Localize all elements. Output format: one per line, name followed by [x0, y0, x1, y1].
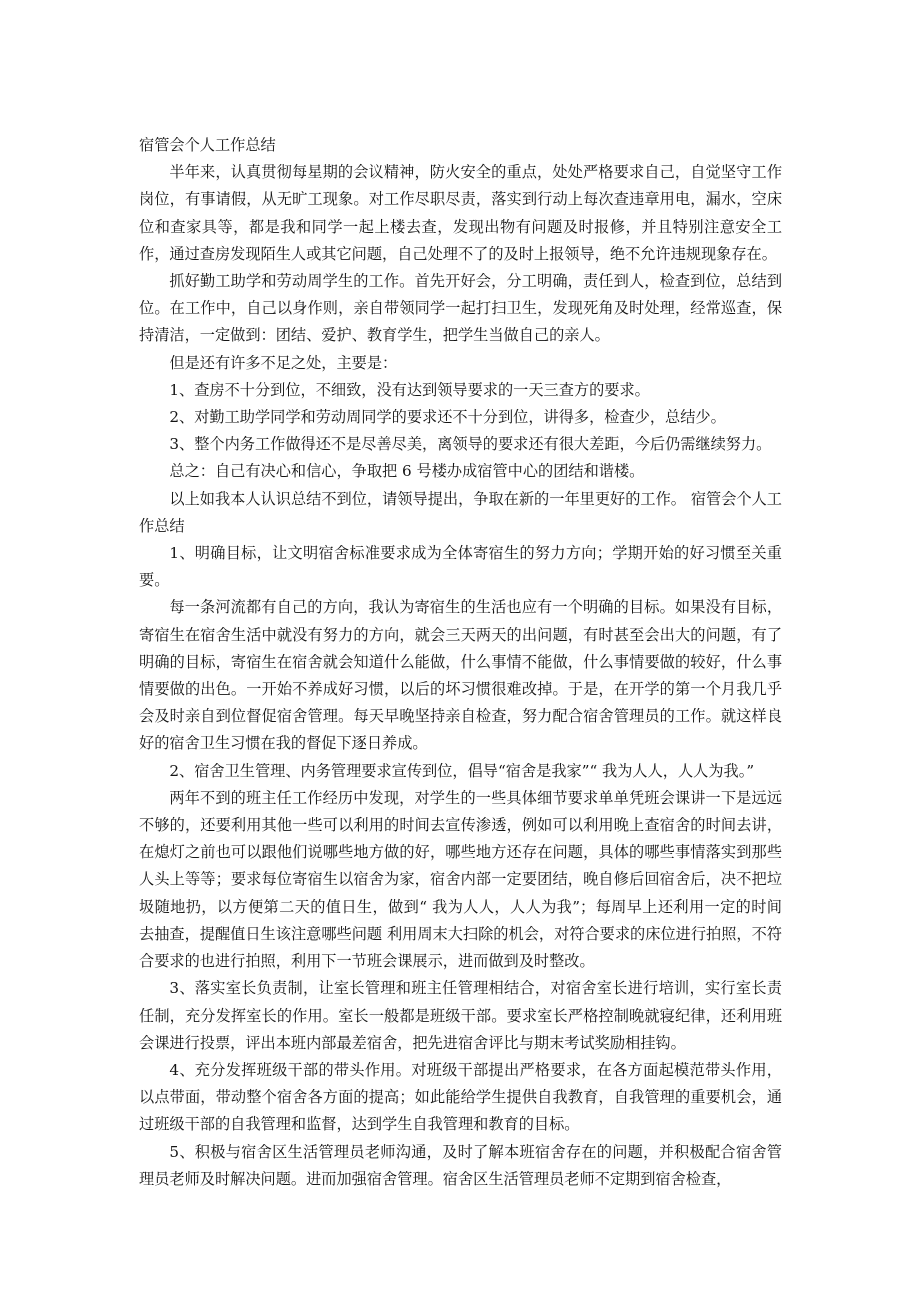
- list-item: 3、整个内务工作做得还不是尽善尽美，离领导的要求还有很大差距，今后仍需继续努力。: [169, 435, 772, 454]
- paragraph: 抓好勤工助学和劳动周学生的工作。首先开好会，分工明确，责任到人，检查到位，总结到位。在工作中，自己以身作则，亲自带领同学一起打扫卫生，发现死角及时处理，经常巡查，保持清洁，一定做到：团结、爱护、教育学生，把学生当做自己的亲人。: [139, 272, 782, 345]
- paragraph: 每一条河流都有自己的方向，我认为寄宿生的生活也应有一个明确的目标。如果没有目标，寄宿生在宿舍生活中就没有努力的方向，就会三天两天的出问题，有时甚至会出大的问题，有了明确的目标，寄宿生在宿舍就会知道什么能做，什么事情不能做，什么事情要做的较好，什么事情要做的出色。一开始不养成好习惯，以后的坏习惯很难改掉。于是，在开学的第一个月我几乎会及时亲自到位督促宿舍管理。每天早晚坚持亲自检查，努力配合宿舍管理员的工作。就这样良好的宿舍卫生习惯在我的督促下逐日养成。: [139, 598, 782, 753]
- paragraph: 但是还有许多不足之处，主要是：: [169, 353, 398, 372]
- list-item: 2、对勤工助学同学和劳动周同学的要求还不十分到位，讲得多，检查少，总结少。: [169, 408, 726, 427]
- list-item: 2、宿舍卫生管理、内务管理要求宣传到位，倡导“宿舍是我家”“ 我为人人，人人为我。”: [169, 761, 755, 780]
- paragraph: 半年来，认真贯彻每星期的会议精神，防火安全的重点，处处严格要求自己，自觉坚守工作岗位，有事请假，从无旷工现象。对工作尽职尽责，落实到行动上每次查违章用电，漏水，空床位和查家具等，都是我和同学一起上楼去查，发现出物有问题及时报修，并且特别注意安全工作，通过查房发现陌生人或其它问题，自己处理不了的及时上报领导，绝不允许违规现象存在。: [139, 163, 782, 263]
- list-item: 1、查房不十分到位，不细致，没有达到领导要求的一天三查方的要求。: [169, 380, 650, 399]
- paragraph: 总之：自己有决心和信心，争取把 6 号楼办成宿管中心的团结和谐楼。: [169, 462, 645, 481]
- paragraph: 两年不到的班主任工作经历中发现，对学生的一些具体细节要求单单凭班会课讲一下是远远不够的，还要利用其他一些可以利用的时间去宣传渗透，例如可以利用晚上查宿舍的时间去讲，在熄灯之前也可以跟他们说哪些地方做的好，哪些地方还存在问题，具体的哪些事情落实到那些人头上等等；要求每位寄宿生以宿舍为家，宿舍内部一定要团结，晚自修后回宿舍后，决不把垃圾随地扔，以方便第二天的值日生，做到“ 我为人人，人人为我”；每周早上还利用一定的时间去抽查，提醒值日生该注意哪些问题 利用周末大扫除的机会，对符合要求的床位进行拍照，不符合要求的也进行拍照，利用下一节班会课展示，进而做到及时整改。: [139, 788, 782, 971]
- list-item: 1、明确目标，让文明宿舍标准要求成为全体寄宿生的努力方向；学期开始的好习惯至关重要。: [139, 544, 782, 590]
- list-item: 3、落实室长负责制，让室长管理和班主任管理相结合，对宿舍室长进行培训，实行室长责任制，充分发挥室长的作用。室长一般都是班级干部。要求室长严格控制晚就寝纪律，还利用班会课进行投票，评出本班内部最差宿舍，把先进宿舍评比与期末考试奖励相挂钩。: [139, 979, 782, 1052]
- list-item: 5、积极与宿舍区生活管理员老师沟通，及时了解本班宿舍存在的问题，并积极配合宿舍管理员老师及时解决问题。进而加强宿舍管理。宿舍区生活管理员老师不定期到宿舍检查，: [139, 1142, 782, 1188]
- paragraph: 以上如我本人认识总结不到位，请领导提出，争取在新的一年里更好的工作。 宿管会个人工作总结: [139, 489, 782, 535]
- list-item: 4、充分发挥班级干部的带头作用。对班级干部提出严格要求，在各方面起模范带头作用，以点带面，带动整个宿舍各方面的提高；如此能给学生提供自我教育，自我管理的重要机会，通过班级干部的自我管理和监督，达到学生自我管理和教育的目标。: [139, 1060, 782, 1134]
- document-title: 宿管会个人工作总结: [139, 136, 276, 154]
- document-page: [139, 132, 782, 1193]
